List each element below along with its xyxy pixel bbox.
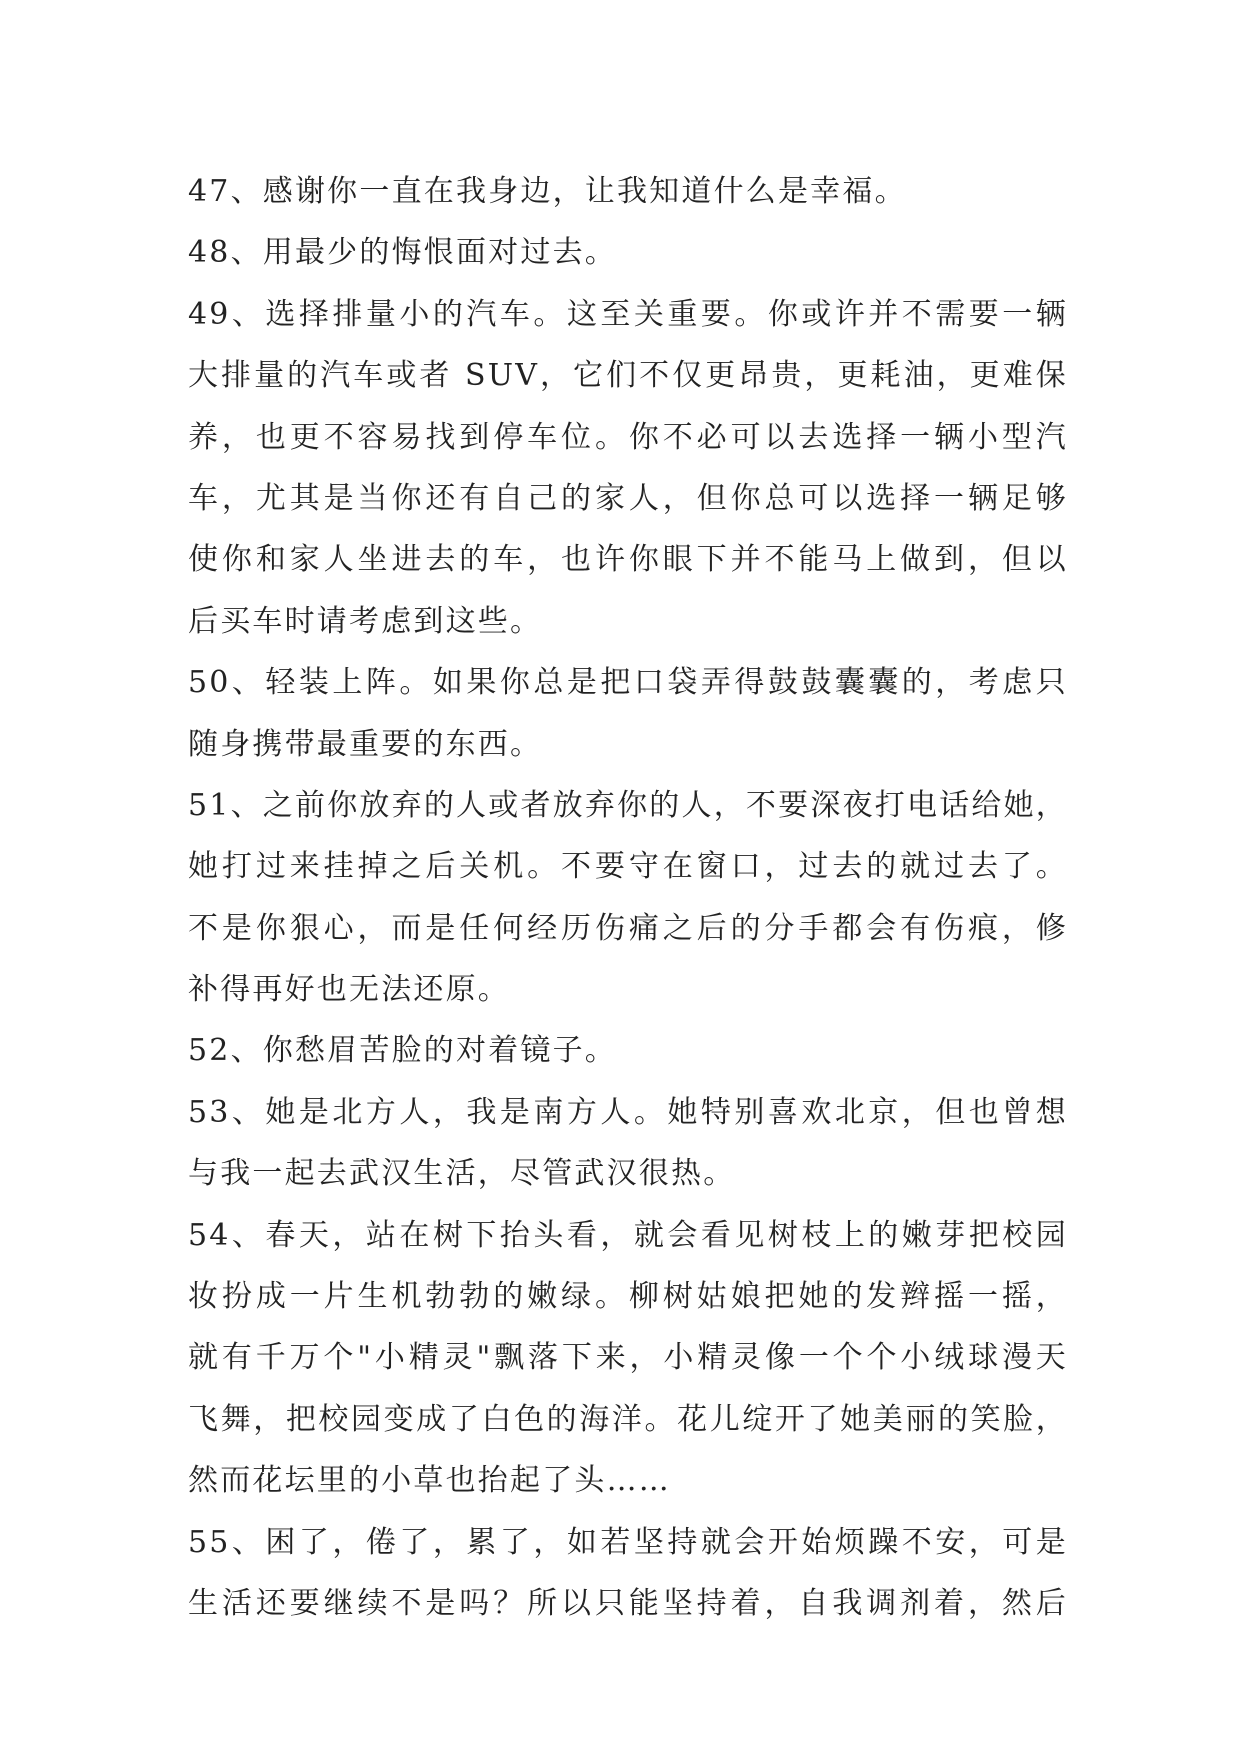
text-line: 后买车时请考虑到这些。: [188, 603, 543, 639]
text-line: 49、选择排量小的汽车。这至关重要。你或许并不需要一辆: [188, 296, 1068, 332]
text-line: 养，也更不容易找到停车位。你不必可以去选择一辆小型汽: [188, 419, 1068, 455]
text-line: 生活还要继续不是吗？所以只能坚持着，自我调剂着，然后: [188, 1585, 1068, 1621]
text-line: 55、困了，倦了，累了，如若坚持就会开始烦躁不安，可是: [188, 1524, 1068, 1560]
text-line: 然而花坛里的小草也抬起了头……: [188, 1463, 671, 1499]
text-line: 就有千万个"小精灵"飘落下来，小精灵像一个个小绒球漫天: [188, 1340, 1068, 1376]
text-line: 47、感谢你一直在我身边，让我知道什么是幸福。: [188, 174, 907, 209]
text-line: 48、用最少的悔恨面对过去。: [188, 235, 617, 271]
text-line: 她打过来挂掉之后关机。不要守在窗口，过去的就过去了。: [188, 849, 1068, 885]
text-line: 52、你愁眉苦脸的对着镜子。: [188, 1033, 617, 1069]
text-line: 飞舞，把校园变成了白色的海洋。花儿绽开了她美丽的笑脸，: [188, 1401, 1068, 1437]
text-line: 不是你狠心，而是任何经历伤痛之后的分手都会有伤痕，修: [188, 910, 1068, 946]
text-line: 53、她是北方人，我是南方人。她特别喜欢北京，但也曾想: [188, 1094, 1068, 1130]
text-line: 50、轻装上阵。如果你总是把口袋弄得鼓鼓囊囊的，考虑只: [188, 665, 1068, 701]
text-line: 妆扮成一片生机勃勃的嫩绿。柳树姑娘把她的发辫摇一摇，: [188, 1279, 1068, 1315]
text-line: 随身携带最重要的东西。: [188, 726, 543, 762]
text-line: 与我一起去武汉生活，尽管武汉很热。: [188, 1156, 736, 1192]
text-line: 使你和家人坐进去的车，也许你眼下并不能马上做到，但以: [188, 542, 1068, 578]
document-body: [188, 161, 1068, 1634]
text-line: 51、之前你放弃的人或者放弃你的人，不要深夜打电话给她，: [188, 787, 1068, 823]
text-line: 补得再好也无法还原。: [188, 972, 510, 1008]
text-line: 54、春天，站在树下抬头看，就会看见树枝上的嫩芽把校园: [188, 1217, 1068, 1253]
text-line: 大排量的汽车或者 SUV，它们不仅更昂贵，更耗油，更难保: [188, 358, 1068, 394]
text-line: 车，尤其是当你还有自己的家人，但你总可以选择一辆足够: [188, 480, 1068, 516]
